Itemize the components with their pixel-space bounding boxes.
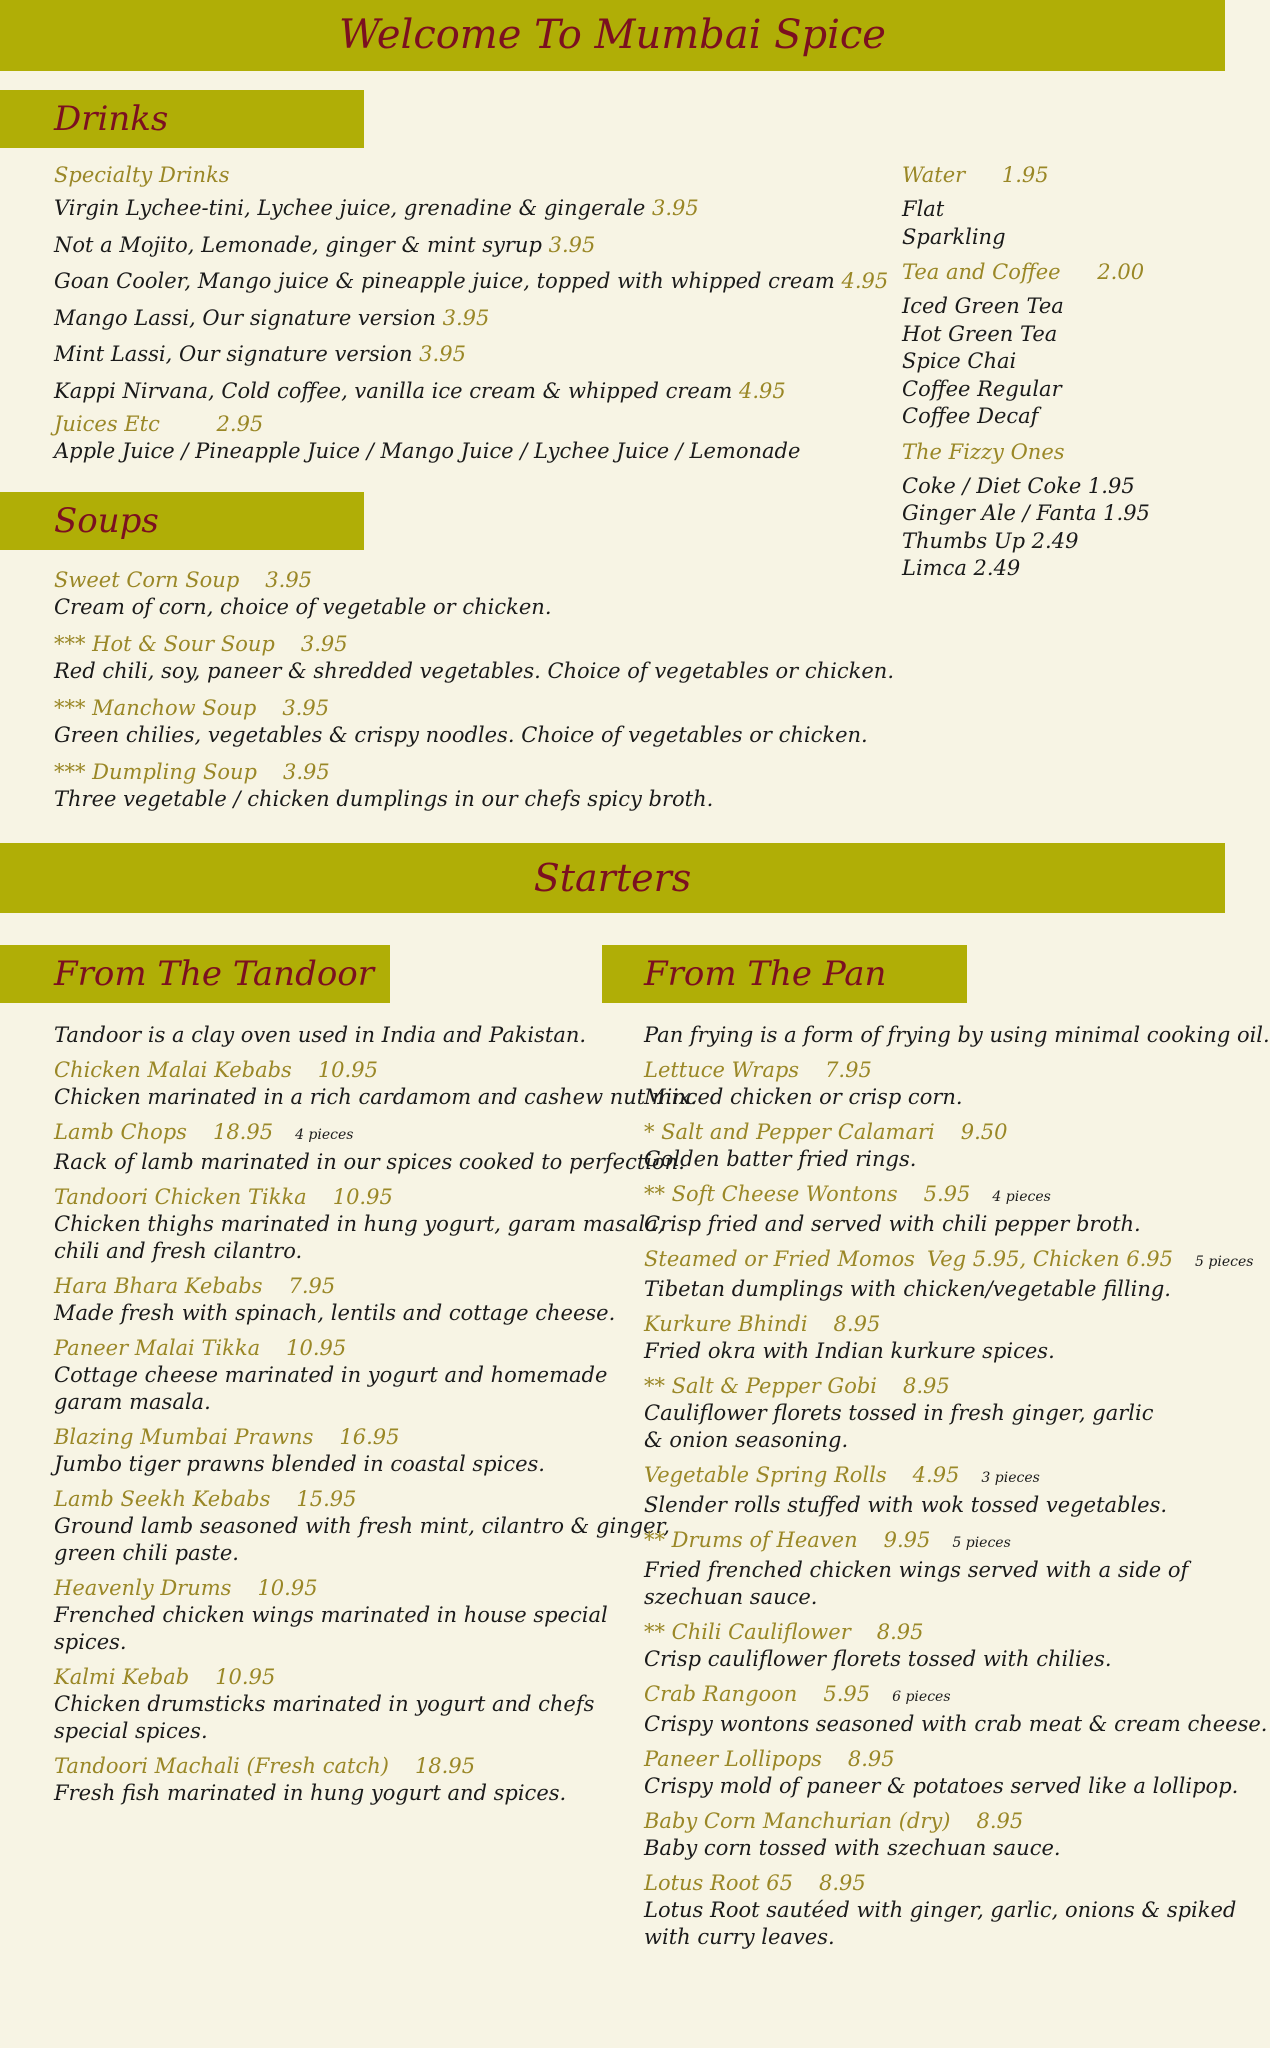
starter-name-row [54, 1057, 634, 1084]
soup-price: 3.95 [265, 568, 313, 592]
starter-price: 8.95 [876, 1620, 924, 1644]
starter-desc: Jumbo tiger prawns blended in coastal spices. [54, 1452, 545, 1476]
starter-desc: green chili paste. [54, 1541, 239, 1565]
soups-list [54, 567, 894, 823]
drink-price: 3.95 [442, 305, 490, 330]
drink-text: Virgin Lychee-tini, Lychee juice, grenadine & gingerale [54, 196, 646, 220]
drink-price: 4.95 [738, 378, 786, 403]
soup-item [54, 567, 874, 621]
starter-name-row [54, 1335, 634, 1362]
starter-item [644, 1619, 1214, 1673]
specialty-drinks-section [54, 160, 889, 465]
starter-name: Lettuce Wraps [644, 1058, 800, 1082]
starter-item [644, 1746, 1239, 1800]
soup-price: 3.95 [282, 760, 330, 784]
drinks-right-column [902, 160, 1212, 583]
starter-pieces: 5 pieces [1195, 1254, 1254, 1270]
tea-title: Tea and Coffee [902, 260, 1061, 284]
starter-desc: Fried frenched chicken wings served with a side of [644, 1558, 1189, 1582]
starter-price: 10.95 [317, 1058, 378, 1082]
starter-price: 15.95 [296, 1487, 357, 1511]
fizzy-item: Ginger Ale / Fanta 1.95 [902, 501, 1150, 525]
starter-name: Lotus Root 65 [644, 1871, 793, 1895]
starter-name-row [644, 1181, 1214, 1211]
starter-item [644, 1527, 1214, 1611]
starter-price: 4.95 [912, 1463, 960, 1487]
starter-price: 7.95 [288, 1274, 336, 1298]
starter-item [644, 1246, 1254, 1303]
specialty-drink-item [54, 227, 874, 264]
tea-title-row [902, 257, 1212, 287]
starter-pieces: 6 pieces [892, 1689, 951, 1705]
starter-name-row [54, 1664, 634, 1691]
starter-item [54, 1753, 634, 1807]
starter-item [644, 1181, 1214, 1238]
starter-name-row [54, 1486, 634, 1513]
starter-name: Kurkure Bhindi [644, 1312, 808, 1336]
tandoor-column [54, 1022, 698, 1815]
starter-item [54, 1424, 634, 1478]
starter-price: 10.95 [215, 1665, 276, 1689]
juices-title: Juices Etc [54, 411, 160, 436]
starter-name: Hara Bhara Kebabs [54, 1274, 263, 1298]
starter-desc: special spices. [54, 1719, 208, 1743]
starter-pieces: 4 pieces [992, 1189, 1051, 1205]
starter-name-row [644, 1619, 1214, 1646]
starter-desc: Crisp fried and served with chili pepper broth. [644, 1212, 1141, 1236]
starter-desc: Fresh fish marinated in hung yogurt and spices. [54, 1781, 567, 1805]
soup-desc: Green chilies, vegetables & crispy noodles. Choice of vegetables or chicken. [54, 723, 868, 747]
specialty-drink-item [54, 263, 889, 300]
starter-desc: Golden batter fried rings. [644, 1147, 917, 1171]
starters-heading: Starters [0, 843, 1225, 913]
starter-price: 5.95 [923, 1182, 971, 1206]
water-title-row [902, 160, 1212, 190]
specialty-drink-item [54, 300, 874, 337]
drink-text: Not a Mojito, Lemonade, ginger & mint syrup [54, 232, 542, 257]
starter-name: ** Soft Cheese Wontons [644, 1182, 898, 1206]
starter-item [54, 1184, 665, 1265]
starter-item [54, 1273, 634, 1327]
starter-name-row [54, 1273, 634, 1300]
starter-desc: Cauliflower florets tossed in fresh ginger, garlic [644, 1401, 1154, 1425]
soup-item [54, 759, 874, 813]
drink-price: 3.95 [419, 342, 466, 367]
starter-desc: Fried okra with Indian kurkure spices. [644, 1339, 1055, 1363]
starter-name-row [644, 1870, 1214, 1897]
soup-name-row [54, 631, 874, 658]
starter-desc: Ground lamb seasoned with fresh mint, cilantro & ginger, [54, 1514, 670, 1538]
soups-heading: Soups [0, 492, 364, 550]
starter-desc: Chicken drumsticks marinated in yogurt and chefs [54, 1692, 595, 1716]
starter-name-row [54, 1184, 634, 1211]
soup-name-row [54, 567, 874, 594]
starter-item [54, 1575, 634, 1656]
soup-desc: Red chili, soy, paneer & shredded vegetables. Choice of vegetables or chicken. [54, 659, 894, 683]
soup-desc: Cream of corn, choice of vegetable or chicken. [54, 595, 552, 619]
starter-item [644, 1057, 1214, 1111]
soup-desc: Three vegetable / chicken dumplings in our chefs spicy broth. [54, 787, 714, 811]
juices-list: Apple Juice / Pineapple Juice / Mango Juice / Lychee Juice / Lemonade [54, 438, 801, 463]
fizzy-item: Coke / Diet Coke 1.95 [902, 473, 1135, 498]
starter-name: ** Chili Cauliflower [644, 1620, 851, 1644]
soup-item [54, 631, 894, 685]
starter-name-row [644, 1246, 1254, 1276]
water-list [902, 196, 1212, 251]
starter-desc: Crispy wontons seasoned with crab meat & cream cheese. [644, 1712, 1268, 1736]
starter-item [644, 1681, 1268, 1738]
starter-name-row [644, 1311, 1214, 1338]
drink-text: Goan Cooler, Mango juice & pineapple juice, topped with whipped cream [54, 269, 835, 294]
drink-price: 3.95 [651, 196, 699, 220]
starter-item [54, 1057, 698, 1111]
soup-name-row [54, 695, 874, 722]
starter-price: 8.95 [976, 1809, 1024, 1833]
soup-name: Sweet Corn Soup [54, 568, 240, 592]
tandoor-list [54, 1057, 698, 1807]
starter-name-row [644, 1746, 1214, 1773]
starter-name: Heavenly Drums [54, 1576, 232, 1600]
starter-item [644, 1870, 1237, 1951]
specialty-drinks-list [54, 190, 889, 410]
starter-name-row [54, 1119, 634, 1149]
starter-price: 7.95 [825, 1058, 872, 1082]
tandoor-heading: From The Tandoor [0, 945, 390, 1003]
specialty-drinks-title: Specialty Drinks [54, 163, 230, 187]
starter-name: ** Drums of Heaven [644, 1528, 858, 1552]
starter-desc: Made fresh with spinach, lentils and cottage cheese. [54, 1301, 616, 1325]
pan-column [644, 1022, 1270, 1959]
starter-name: Crab Rangoon [644, 1682, 798, 1706]
starter-name: Paneer Lollipops [644, 1747, 822, 1771]
starter-name: Tandoori Chicken Tikka [54, 1185, 307, 1209]
pan-heading: From The Pan [602, 945, 967, 1003]
water-item: Sparkling [902, 224, 1006, 249]
starter-item [644, 1373, 1214, 1454]
starter-pieces: 4 pieces [295, 1127, 354, 1143]
starter-desc: spices. [54, 1630, 127, 1654]
tea-item: Spice Chai [902, 349, 1017, 373]
starter-item [54, 1664, 634, 1745]
starter-name: Blazing Mumbai Prawns [54, 1425, 314, 1449]
drink-price: 4.95 [841, 269, 889, 294]
drink-text: Kappi Nirvana, Cold coffee, vanilla ice cream & whipped cream [54, 378, 733, 403]
fizzy-title: The Fizzy Ones [902, 439, 1065, 464]
starter-desc: garam masala. [54, 1390, 211, 1414]
specialty-drink-item [54, 336, 874, 373]
starter-price: 10.95 [257, 1576, 318, 1600]
soup-name: *** Hot & Sour Soup [54, 632, 275, 656]
starter-desc: & onion seasoning. [644, 1428, 849, 1452]
tea-price: 2.00 [1097, 260, 1145, 284]
starter-price: 18.95 [414, 1754, 476, 1778]
starter-item [54, 1119, 685, 1176]
drink-price: 3.95 [548, 232, 596, 257]
starter-item [644, 1311, 1214, 1365]
starter-name: Chicken Malai Kebabs [54, 1058, 292, 1082]
tea-list [902, 293, 1212, 431]
starter-item [644, 1462, 1214, 1519]
juices-price: 2.95 [216, 411, 264, 436]
starter-desc: Rack of lamb marinated in our spices cooked to perfection. [54, 1150, 685, 1174]
soup-price: 3.95 [282, 696, 330, 720]
starter-pieces: 3 pieces [981, 1470, 1040, 1486]
starter-desc: Lotus Root sautéed with ginger, garlic, onions & spiked [644, 1898, 1237, 1922]
starter-desc: Baby corn tossed with szechuan sauce. [644, 1836, 1061, 1860]
starter-name: ** Salt & Pepper Gobi [644, 1374, 877, 1398]
starter-name-row [54, 1575, 634, 1602]
water-price: 1.95 [1001, 163, 1049, 187]
tea-item: Coffee Regular [902, 376, 1062, 401]
starter-name: * Salt and Pepper Calamari [644, 1120, 935, 1144]
starter-name: Lamb Chops [54, 1120, 187, 1144]
drink-text: Mint Lassi, Our signature version [54, 342, 413, 367]
starter-item [644, 1119, 1214, 1173]
page-title: Welcome To Mumbai Spice [0, 0, 1225, 71]
fizzy-list [902, 473, 1212, 583]
fizzy-item: Limca 2.49 [902, 556, 1021, 580]
starter-item [644, 1808, 1214, 1862]
soup-name: *** Dumpling Soup [54, 760, 257, 784]
starter-name: Paneer Malai Tikka [54, 1336, 261, 1360]
starter-pieces: 5 pieces [952, 1535, 1011, 1551]
drinks-heading: Drinks [0, 90, 364, 148]
drink-text: Mango Lassi, Our signature version [54, 305, 436, 330]
starter-price: 8.95 [818, 1871, 866, 1895]
starter-desc: Chicken thighs marinated in hung yogurt, garam masala, [54, 1212, 665, 1236]
juices-title-row [54, 410, 874, 438]
soup-item [54, 695, 874, 749]
starter-name: Tandoori Machali (Fresh catch) [54, 1754, 389, 1778]
fizzy-item: Thumbs Up 2.49 [902, 528, 1079, 553]
starter-name-row [644, 1808, 1214, 1835]
tea-item: Iced Green Tea [902, 294, 1064, 318]
water-item: Flat [902, 197, 945, 221]
starter-name: Baby Corn Manchurian (dry) [644, 1809, 951, 1833]
starter-desc: Slender rolls stuffed with wok tossed vegetables. [644, 1493, 1168, 1517]
starter-name: Kalmi Kebab [54, 1665, 190, 1689]
starter-desc: Chicken marinated in a rich cardamom and cashew nut mix. [54, 1085, 698, 1109]
pan-intro: Pan frying is a form of frying by using minimal cooking oil. [644, 1023, 1270, 1047]
starter-price: 9.50 [960, 1120, 1008, 1144]
water-title: Water [902, 163, 966, 187]
starter-price: 10.95 [286, 1336, 347, 1360]
tea-item: Coffee Decaf [902, 404, 1039, 428]
starter-price: Veg 5.95, Chicken 6.95 [926, 1247, 1174, 1271]
starter-price: 18.95 [212, 1120, 274, 1144]
starter-price: 8.95 [833, 1312, 881, 1336]
starter-desc: Minced chicken or crisp corn. [644, 1085, 963, 1109]
pan-list [644, 1057, 1268, 1951]
starter-desc: Crisp cauliflower florets tossed with chilies. [644, 1647, 1112, 1671]
specialty-drink-item [54, 373, 874, 410]
starter-desc: chili and fresh cilantro. [54, 1239, 303, 1263]
starter-price: 16.95 [339, 1425, 400, 1449]
starter-name-row [644, 1119, 1214, 1146]
starter-name: Steamed or Fried Momos [644, 1247, 915, 1271]
starter-desc: Frenched chicken wings marinated in house special [54, 1603, 608, 1627]
tandoor-intro: Tandoor is a clay oven used in India and Pakistan. [54, 1023, 587, 1047]
starter-name: Lamb Seekh Kebabs [54, 1487, 271, 1511]
starter-item [54, 1486, 670, 1567]
starter-price: 9.95 [883, 1528, 931, 1552]
tea-item: Hot Green Tea [902, 321, 1058, 346]
starter-item [54, 1335, 634, 1416]
starter-name-row [644, 1681, 1214, 1711]
starter-name-row [644, 1057, 1214, 1084]
starter-desc: Crispy mold of paneer & potatoes served like a lollipop. [644, 1774, 1239, 1798]
starter-name-row [644, 1527, 1214, 1557]
starter-price: 5.95 [823, 1682, 871, 1706]
starter-name: Vegetable Spring Rolls [644, 1463, 887, 1487]
starter-price: 10.95 [332, 1185, 393, 1209]
starter-desc: szechuan sauce. [644, 1585, 818, 1609]
starter-desc: with curry leaves. [644, 1925, 835, 1949]
starter-price: 8.95 [847, 1747, 895, 1771]
starter-name-row [644, 1462, 1214, 1492]
starter-name-row [54, 1424, 634, 1451]
starter-price: 8.95 [903, 1374, 950, 1398]
starter-name-row [54, 1753, 634, 1780]
soup-price: 3.95 [300, 632, 348, 656]
starter-desc: Cottage cheese marinated in yogurt and homemade [54, 1363, 608, 1387]
soup-name-row [54, 759, 874, 786]
starter-name-row [644, 1373, 1214, 1400]
starter-desc: Tibetan dumplings with chicken/vegetable filling. [644, 1277, 1171, 1301]
specialty-drink-item [54, 190, 874, 227]
soup-name: *** Manchow Soup [54, 696, 257, 720]
